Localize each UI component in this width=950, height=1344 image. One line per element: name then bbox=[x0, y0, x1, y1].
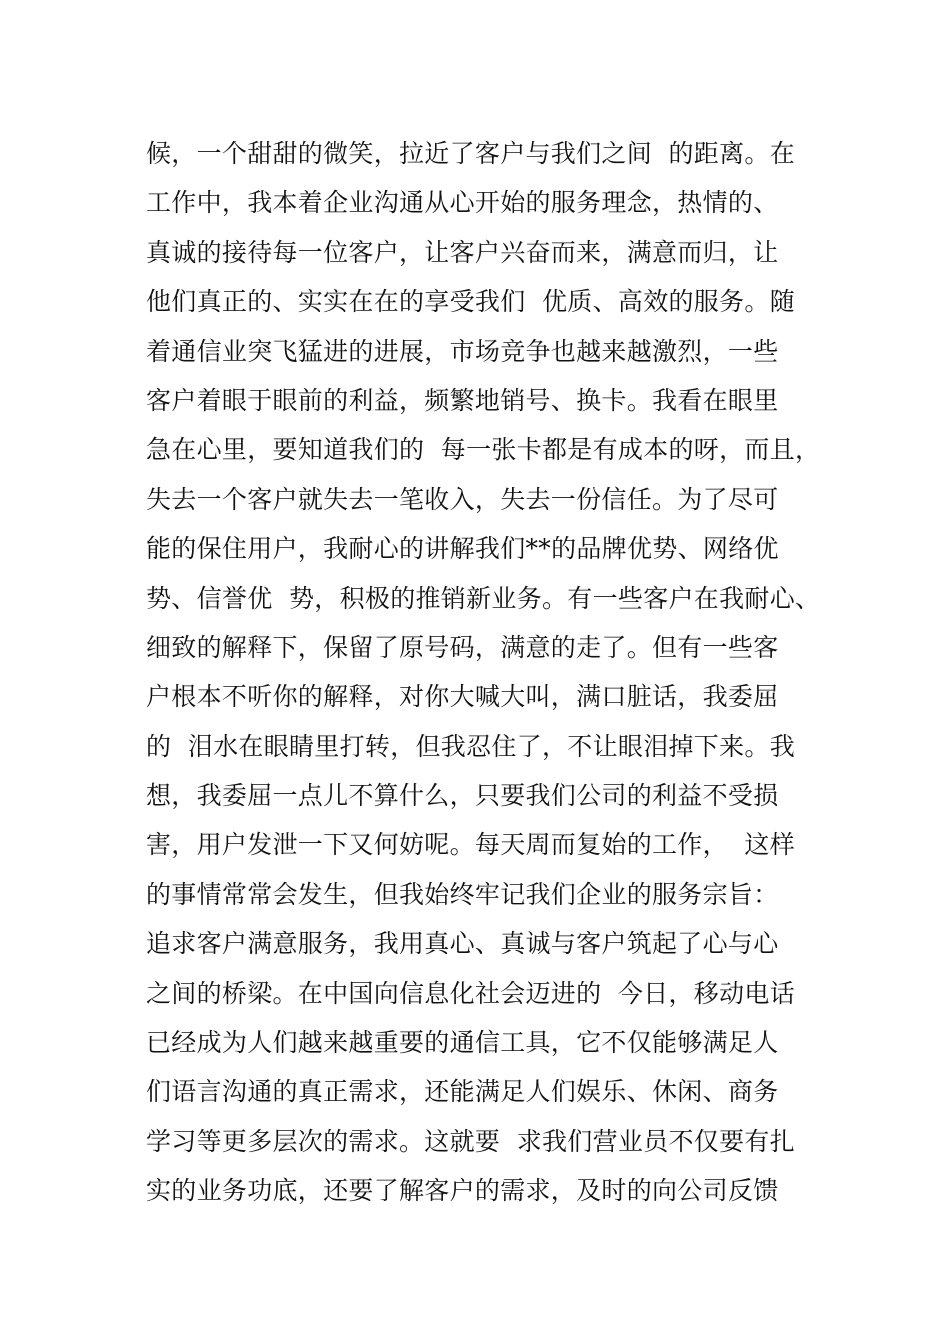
text-line: 已经成为人们越来越重要的通信工具，它不仅能够满足人 bbox=[146, 1028, 779, 1058]
text-line: 追求客户满意服务，我用真心、真诚与客户筑起了心与心 bbox=[146, 929, 779, 959]
text-line: 户根本不听你的解释，对你大喊大叫，满口脏话，我委屈 bbox=[146, 682, 779, 712]
text-line: 工作中，我本着企业沟通从心开始的服务理念，热情的、 bbox=[146, 188, 779, 218]
text-line: 他们真正的、实实在在的享受我们 优质、高效的服务。随 bbox=[146, 287, 795, 317]
text-line: 真诚的接待每一位客户，让客户兴奋而来，满意而归，让 bbox=[146, 237, 779, 267]
text-line: 学习等更多层次的需求。这就要 求我们营业员不仅要有扎 bbox=[146, 1126, 795, 1156]
text-line: 的事情常常会发生，但我始终牢记我们企业的服务宗旨： bbox=[146, 879, 779, 909]
text-line: 害，用户发泄一下又何妨呢。每天周而复始的工作， 这样 bbox=[146, 830, 795, 860]
text-line: 细致的解释下，保留了原号码，满意的走了。但有一些客 bbox=[146, 632, 779, 662]
text-line: 实的业务功底，还要了解客户的需求，及时的向公司反馈 bbox=[146, 1176, 779, 1206]
text-line: 候，一个甜甜的微笑，拉近了客户与我们之间 的距离。在 bbox=[146, 139, 795, 168]
text-line: 的 泪水在眼睛里打转，但我忍住了，不让眼泪掉下来。我 bbox=[146, 731, 795, 761]
text-line: 们语言沟通的真正需求，还能满足人们娱乐、休闲、商务 bbox=[146, 1077, 779, 1107]
text-line: 势、信誉优 势，积极的推销新业务。有一些客户在我耐心、 bbox=[146, 583, 821, 613]
text-line: 能的保住用户，我耐心的讲解我们**的品牌优势、网络优 bbox=[146, 534, 779, 564]
text-line: 想，我委屈一点儿不算什么，只要我们公司的利益不受损 bbox=[146, 781, 779, 811]
text-line: 着通信业突飞猛进的进展，市场竞争也越来越激烈，一些 bbox=[146, 336, 779, 366]
text-line: 之间的桥梁。在中国向信息化社会迈进的 今日，移动电话 bbox=[146, 978, 795, 1008]
text-line: 客户着眼于眼前的利益，频繁地销号、换卡。我看在眼里 bbox=[146, 385, 779, 415]
text-line: 急在心里，要知道我们的 每一张卡都是有成本的呀，而且， bbox=[146, 435, 821, 465]
body-text bbox=[146, 129, 846, 1216]
text-line: 失去一个客户就失去一笔收入，失去一份信任。为了尽可 bbox=[146, 484, 779, 514]
